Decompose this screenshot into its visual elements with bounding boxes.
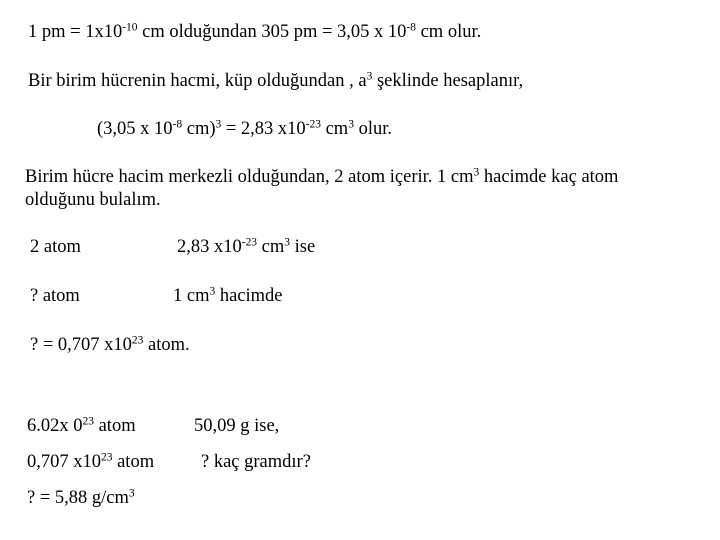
superscript: -23: [241, 236, 258, 249]
text: atom: [93, 416, 136, 436]
text: ? = 5,88 g/cm: [27, 488, 129, 508]
text: hacimde kaç atom: [479, 167, 619, 187]
superscript: 23: [131, 334, 144, 347]
text: cm): [182, 119, 216, 139]
text: 1 cm: [173, 286, 210, 306]
mass-proportion-right-2: [201, 453, 311, 472]
superscript: 3: [473, 166, 480, 179]
text: (3,05 x 10: [97, 119, 173, 139]
text: ? = 0,707 x10: [30, 335, 132, 355]
superscript: -8: [406, 21, 416, 34]
text: ? atom: [30, 286, 80, 306]
density-result: [27, 489, 135, 508]
text: Birim hücre hacim merkezli olduğundan, 2 atom içerir. 1 cm: [25, 167, 474, 187]
text: cm olduğundan 305 pm = 3,05 x 10: [137, 22, 407, 42]
text: 0,707 x10: [27, 452, 101, 472]
text: 6.02x 0: [27, 416, 83, 436]
superscript: 3: [128, 487, 135, 500]
text: olur.: [353, 119, 392, 139]
superscript: 3: [284, 236, 291, 249]
text: hacimde: [215, 286, 283, 306]
superscript: 3: [366, 70, 373, 83]
superscript: -8: [172, 118, 183, 131]
text: cm olur.: [415, 22, 482, 42]
line-cell-volume: [28, 72, 523, 91]
mass-proportion-left-1: [27, 417, 136, 436]
proportion-right-2: [173, 287, 283, 306]
text: 50,09 g ise,: [194, 416, 280, 436]
superscript: 3: [348, 118, 354, 131]
proportion-right-1: [177, 238, 315, 257]
text: ise: [290, 237, 316, 257]
superscript: 3: [215, 118, 222, 131]
line-pm-conversion: [28, 23, 481, 42]
text: olduğunu bulalım.: [25, 190, 161, 210]
text: şeklinde hesaplanır,: [372, 71, 524, 91]
atom-count-result: [30, 336, 190, 355]
superscript: 3: [209, 285, 216, 298]
line-let-us-find: [25, 191, 161, 210]
proportion-left-1: [30, 238, 81, 257]
text: = 2,83 x10: [221, 119, 306, 139]
text: ? kaç gramdır?: [201, 452, 311, 472]
mass-proportion-left-2: [27, 453, 154, 472]
superscript: 23: [82, 415, 94, 428]
line-body-centered: [25, 168, 618, 187]
text: atom.: [143, 335, 190, 355]
line-volume-calculation: [97, 120, 392, 139]
mass-proportion-right-1: [194, 417, 279, 436]
superscript: 23: [101, 451, 113, 464]
text: 2 atom: [30, 237, 81, 257]
proportion-left-2: [30, 287, 80, 306]
superscript: -10: [122, 21, 138, 34]
superscript: -23: [305, 118, 321, 131]
text: atom: [112, 452, 155, 472]
text: Bir birim hücrenin hacmi, küp olduğundan , a: [28, 71, 367, 91]
text: cm: [320, 119, 349, 139]
text: cm: [257, 237, 285, 257]
text: 1 pm = 1x10: [28, 22, 123, 42]
text: 2,83 x10: [177, 237, 242, 257]
